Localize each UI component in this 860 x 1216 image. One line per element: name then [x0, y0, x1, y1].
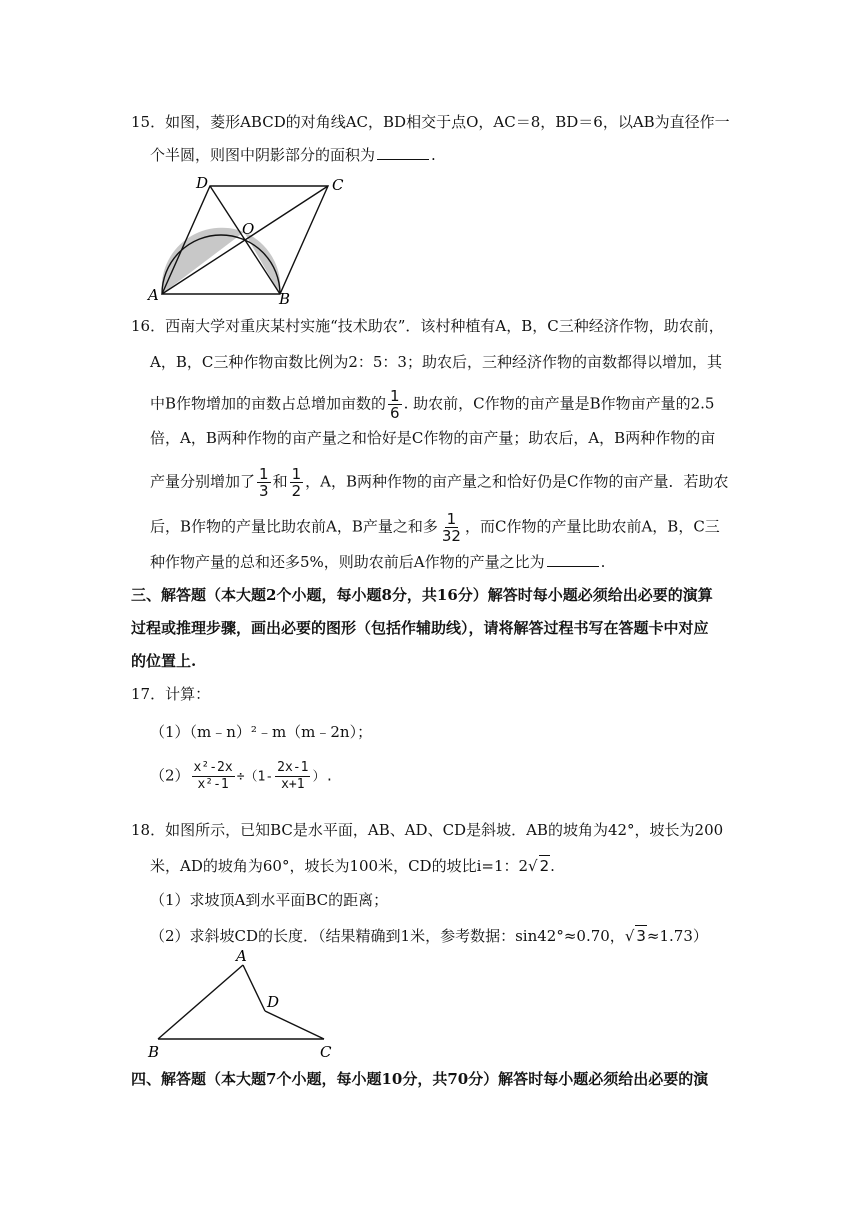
shaded-region-right [244, 232, 280, 294]
segment-ad [243, 965, 265, 1011]
q15-line1: 15．如图，菱形ABCD的对角线AC，BD相交于点O，AC＝8，BD＝6，以AB为直径作一 [131, 113, 730, 131]
q15-line2-text: 个半圆，则图中阴影部分的面积为 [150, 146, 376, 164]
fraction-main: $\frac{\text{x²-2x}}{\text{x²-1}}$ [193, 760, 233, 792]
sqrt-radicand: 2 [539, 857, 550, 875]
sqrt-icon: √ [624, 927, 635, 945]
slope-figure [140, 945, 350, 1063]
label-o: O [242, 220, 255, 238]
fraction-one-third: $\frac{1}{3}$ [259, 465, 269, 500]
label-c: C [320, 1043, 332, 1061]
label-c: C [332, 176, 344, 194]
q17-close: ）. [312, 769, 334, 785]
q16-line7-end: . [600, 553, 606, 571]
q16-line4: 倍，A，B两种作物的亩产量之和恰好是C作物的亩产量；助农后，A，B两种作物的亩 [150, 429, 716, 447]
q15-line2 [150, 145, 436, 165]
q18-part2 [150, 925, 708, 946]
label-b: B [148, 1043, 160, 1061]
q17-part2 [150, 760, 333, 793]
segment-dc [265, 1011, 324, 1039]
section3-heading-line3: 的位置上. [131, 652, 197, 670]
q18-line2 [150, 855, 555, 876]
q18-line2-text: 米，AD的坡角为60°，坡长为100米，CD的坡比i=1：2 [150, 857, 529, 875]
q16-line3-text-a: 中B作物增加的亩数占总增加亩数的 [150, 394, 387, 413]
q18-line2-end: . [550, 857, 555, 875]
q18-line1: 18．如图所示，已知BC是水平面，AB、AD、CD是斜坡．AB的坡角为42°，坡长为200 [131, 821, 724, 839]
rhombus-figure [140, 170, 360, 310]
label-a: A [148, 286, 159, 304]
q17-title: 17．计算： [131, 685, 211, 703]
label-d: D [196, 174, 209, 192]
section3-heading-line2: 过程或推理步骤，画出必要的图形（包括作辅助线），请将解答过程书写在答题卡中对应 [131, 619, 709, 637]
q16-line3-text-b: . 助农前，C作物的亩产量是B作物亩产量的2.5 [403, 394, 715, 413]
label-b: B [279, 290, 291, 308]
q15-line2-end: . [431, 146, 436, 164]
label-d: D [267, 993, 280, 1011]
q18-part1: （1）求坡顶A到水平面BC的距离； [150, 891, 389, 909]
q17-divide: ÷（1- [236, 769, 274, 785]
q17-part1: （1）（m﹣n）²﹣m（m﹣2n）； [150, 723, 373, 741]
fraction-one-half: $\frac{1}{2}$ [291, 465, 302, 500]
section3-heading-line1: 三、解答题（本大题2个小题，每小题8分，共16分）解答时每小题必须给出必要的演算 [131, 586, 713, 604]
q16-line7 [150, 552, 605, 572]
q16-line7-text: 种作物产量的总和还多5%，则助农前后A作物的产量之比为 [150, 553, 545, 571]
fraction-inner: $\frac{2x-1}{x+1}$ [277, 760, 309, 792]
q18-part2-text-b: ≈1.73） [646, 927, 708, 945]
fraction-one-thirty-second: $\frac{1}{32}$ [441, 510, 461, 545]
q16-line3 [150, 388, 714, 421]
q16-line6 [150, 511, 720, 544]
answer-blank [547, 552, 599, 567]
q16-line6-text-b: ，而C作物的产量比助农前A，B，C三 [464, 517, 720, 536]
answer-blank [377, 145, 429, 160]
q16-line5 [150, 466, 728, 499]
q17-part2-label: （2） [150, 766, 190, 785]
segment-ab [158, 965, 243, 1039]
q16-line6-text-a: 后，B作物的产量比助农前A，B产量之和多 [150, 517, 438, 536]
q16-line1: 16．西南大学对重庆某村实施“技术助农”．该村种植有A，B，C三种经济作物，助农前， [131, 317, 724, 335]
label-a: A [236, 947, 247, 965]
sqrt-radicand: 3 [636, 927, 646, 945]
sqrt-icon: √ [528, 857, 538, 875]
q16-line5-and: 和 [272, 472, 288, 491]
q16-line5-text-b: ，A，B两种作物的亩产量之和恰好仍是C作物的亩产量．若助农 [305, 472, 729, 491]
section4-heading-line1: 四、解答题（本大题7个小题，每小题10分，共70分）解答时每小题必须给出必要的演 [131, 1070, 709, 1088]
q16-line2: A，B，C三种作物亩数比例为2：5：3；助农后，三种经济作物的亩数都得以增加，其 [150, 353, 722, 371]
q18-part2-text-a: （2）求斜坡CD的长度．（结果精确到1米，参考数据：sin42°≈0.70， [150, 927, 625, 945]
fraction-one-sixth: $\frac{1}{6}$ [390, 387, 400, 422]
q16-line5-text-a: 产量分别增加了 [150, 472, 256, 491]
